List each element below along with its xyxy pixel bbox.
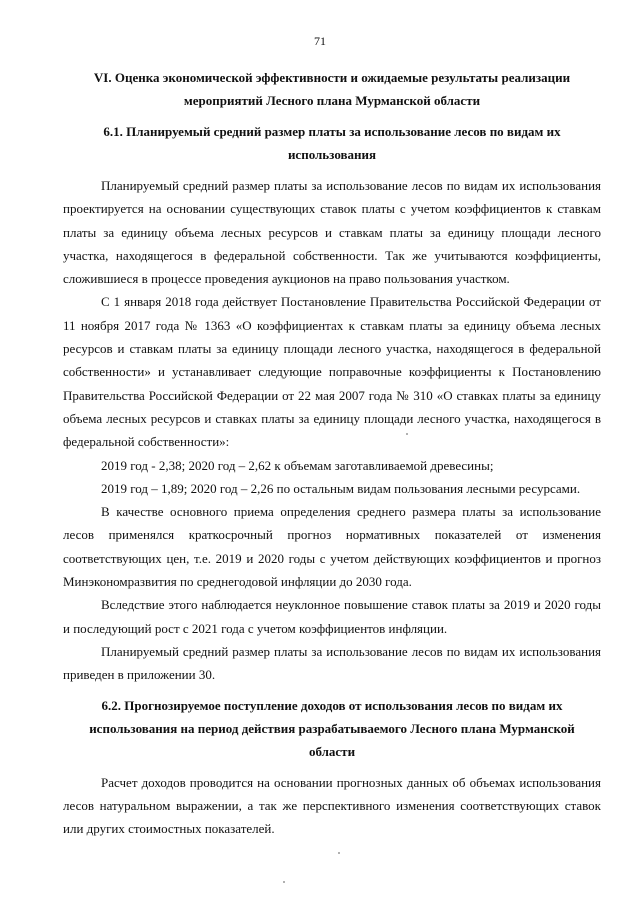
scan-speck — [406, 433, 408, 435]
paragraph: В качестве основного приема определения среднего размера платы за использование лесов применялся краткосрочный прогноз нормативных показателей от изменения соответствующих цен, т.е. 2019 и 2020 годы с учетом действующих коэффициентов и прогноз Минэкономразвития по среднегодовой инфляции до 2030 года. — [63, 504, 601, 590]
subsection-heading-6-1 — [63, 120, 601, 166]
list-item: 2019 год - 2,38; 2020 год – 2,62 к объемам заготавливаемой древесины; — [101, 457, 494, 473]
scan-speck — [338, 852, 340, 854]
section-heading-line2: мероприятий Лесного плана Мурманской области — [183, 93, 481, 108]
paragraph: Планируемый средний размер платы за использование лесов по видам их использования проектируется на основании существующих ставок платы с учетом коэффициентов к ставкам платы за единицу объема лесных ресурсов и ставкам платы за единицу площади лесного участка, находящегося в федеральной собственности. Так же учитываются коэффициенты, сложившиеся в процессе проведения аукционов на право пользования участком. — [63, 178, 601, 287]
subsection-heading-6-2-line1: 6.2. Прогнозируемое поступление доходов от использования лесов по видам их — [101, 697, 563, 713]
section-heading — [63, 66, 601, 112]
subsection-heading-6-2-line2: использования на период действия разрабатываемого Лесного плана Мурманской — [89, 720, 575, 736]
scan-speck — [283, 881, 285, 883]
subsection-heading-6-2-line3: области — [308, 743, 356, 759]
list-item: 2019 год – 1,89; 2020 год – 2,26 по остальным видам пользования лесными ресурсами. — [101, 480, 581, 496]
subsection-heading-6-1-line1: 6.1. Планируемый средний размер платы за использование лесов по видам их — [103, 124, 561, 139]
paragraph: Вследствие этого наблюдается неуклонное повышение ставок платы за 2019 и 2020 годы и последующий рост с 2021 года с учетом коэффициентов инфляции. — [63, 597, 601, 636]
paragraph: Планируемый средний размер платы за использование лесов по видам их использования приведен в приложении 30. — [63, 643, 601, 683]
page-number: 71 — [314, 34, 326, 48]
paragraph: Расчет доходов проводится на основании прогнозных данных об объемах использования лесов натуральном выражении, а так же перспективного изменения соответствующих ставок или других стоимостных показателей. — [63, 774, 601, 837]
subsection-heading-6-1-line2: использования — [287, 147, 377, 162]
section-heading-line1: VI. Оценка экономической эффективности и ожидаемые результаты реализации — [93, 70, 571, 85]
paragraph: С 1 января 2018 года действует Постановление Правительства Российской Федерации от 11 ноября 2017 года № 1363 «О коэффициентах к ставкам платы за единицу объема лесных ресурсов и ставкам платы за единицу площади лесного участка, находящегося в федеральной собственности» и устанавливает следующие поправочные коэффициенты к Постановлению Правительства Российской Федерации от 22 мая 2007 года № 310 «О ставках платы за единицу объема лесных ресурсов и ставках платы за единицу площади лесного участка, находящегося в федеральной собственности»: — [63, 294, 601, 450]
page-content — [63, 62, 601, 840]
subsection-heading-6-2 — [63, 694, 601, 763]
